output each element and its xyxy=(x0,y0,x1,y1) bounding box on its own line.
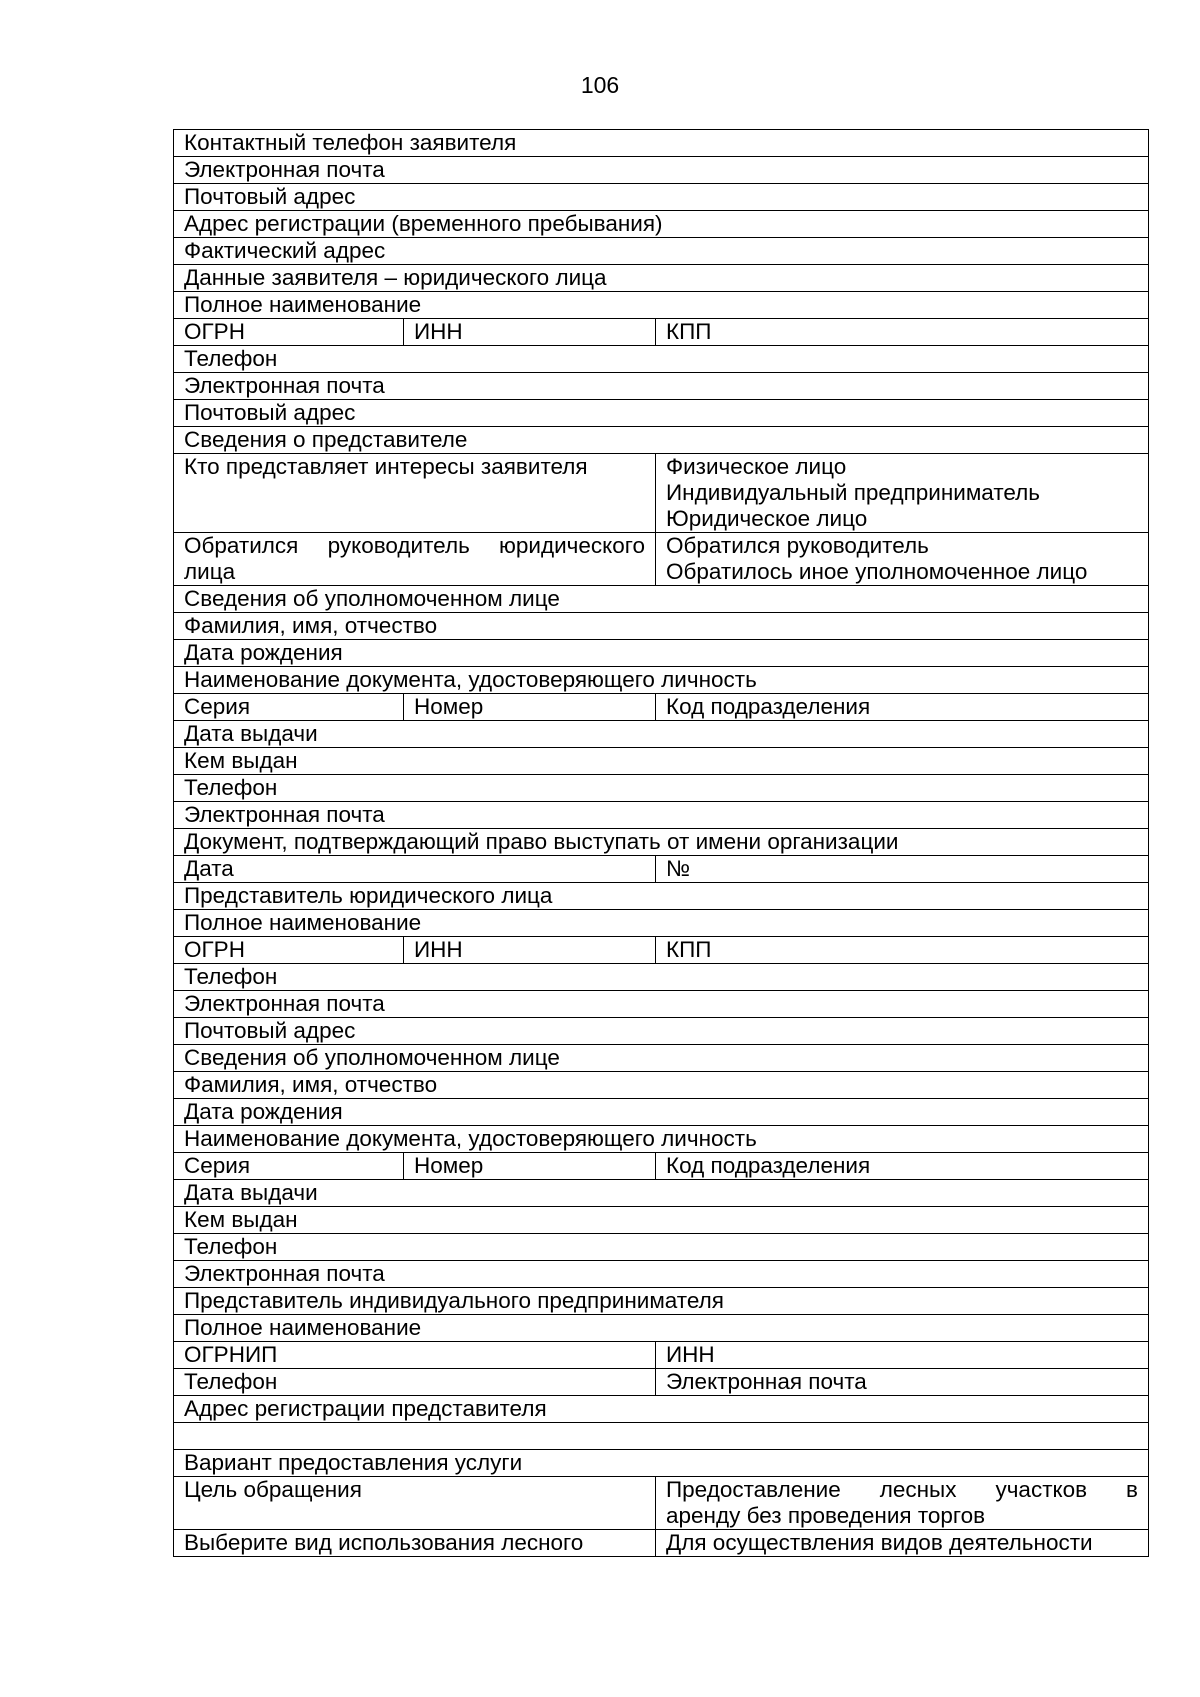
form-cell: Вариант предоставления услуги xyxy=(174,1450,1149,1477)
form-cell: Адрес регистрации представителя xyxy=(174,1396,1149,1423)
cell-line: Обратилось иное уполномоченное лицо xyxy=(666,559,1088,584)
table-row xyxy=(174,856,1149,883)
table-row xyxy=(174,586,1149,613)
table-row xyxy=(174,910,1149,937)
table-row xyxy=(174,991,1149,1018)
table-row xyxy=(174,937,1149,964)
table-row xyxy=(174,667,1149,694)
form-cell: Электронная почта xyxy=(174,802,1149,829)
form-cell: Дата рождения xyxy=(174,640,1149,667)
form-cell: Код подразделения xyxy=(656,1153,1149,1180)
form-cell: Дата xyxy=(174,856,656,883)
table-row xyxy=(174,1045,1149,1072)
form-cell: Документ, подтверждающий право выступать от имени организации xyxy=(174,829,1149,856)
form-cell xyxy=(656,533,1149,586)
form-cell: Номер xyxy=(404,694,656,721)
form-cell: Сведения о представителе xyxy=(174,427,1149,454)
cell-line: Индивидуальный предприниматель xyxy=(666,480,1040,505)
form-cell: Цель обращения xyxy=(174,1477,656,1530)
page-number: 106 xyxy=(580,72,620,98)
table-row xyxy=(174,1477,1149,1530)
table-row xyxy=(174,1396,1149,1423)
table-row xyxy=(174,694,1149,721)
table-row xyxy=(174,721,1149,748)
form-cell: Фамилия, имя, отчество xyxy=(174,1072,1149,1099)
form-cell: Телефон xyxy=(174,964,1149,991)
form-cell: КПП xyxy=(656,937,1149,964)
form-cell: Электронная почта xyxy=(656,1369,1149,1396)
table-row xyxy=(174,1234,1149,1261)
table-row xyxy=(174,1072,1149,1099)
form-cell: № xyxy=(656,856,1149,883)
form-cell: Полное наименование xyxy=(174,1315,1149,1342)
form-cell xyxy=(174,533,656,586)
table-row xyxy=(174,1288,1149,1315)
table-row xyxy=(174,1450,1149,1477)
form-cell: Электронная почта xyxy=(174,373,1149,400)
cell-line: Предоставление лесных участков в xyxy=(666,1477,1139,1502)
form-cell: Серия xyxy=(174,694,404,721)
table-row xyxy=(174,319,1149,346)
table-row xyxy=(174,802,1149,829)
table-row xyxy=(174,427,1149,454)
table-row xyxy=(174,775,1149,802)
table-row xyxy=(174,1315,1149,1342)
table-row xyxy=(174,184,1149,211)
form-cell: Электронная почта xyxy=(174,991,1149,1018)
table-row xyxy=(174,400,1149,427)
table-row xyxy=(174,157,1149,184)
form-cell xyxy=(656,454,1149,533)
cell-line: лица xyxy=(184,559,236,584)
cell-line: Обратился руководитель юридического xyxy=(184,533,645,558)
form-cell: ОГРН xyxy=(174,319,404,346)
table-row xyxy=(174,964,1149,991)
table-row xyxy=(174,1423,1149,1450)
table-row xyxy=(174,1207,1149,1234)
table-row xyxy=(174,1099,1149,1126)
table-row xyxy=(174,1126,1149,1153)
form-cell: Телефон xyxy=(174,346,1149,373)
form-cell: Электронная почта xyxy=(174,157,1149,184)
table-row xyxy=(174,292,1149,319)
form-cell: Почтовый адрес xyxy=(174,400,1149,427)
form-cell: ИНН xyxy=(404,937,656,964)
table-row xyxy=(174,1261,1149,1288)
table-row xyxy=(174,829,1149,856)
form-cell: Почтовый адрес xyxy=(174,184,1149,211)
form-cell: Наименование документа, удостоверяющего личность xyxy=(174,1126,1149,1153)
form-cell: Электронная почта xyxy=(174,1261,1149,1288)
table-row xyxy=(174,265,1149,292)
form-cell: Представитель индивидуального предпринимателя xyxy=(174,1288,1149,1315)
form-cell: Дата рождения xyxy=(174,1099,1149,1126)
table-row xyxy=(174,1153,1149,1180)
form-cell xyxy=(174,1423,1149,1450)
table-row xyxy=(174,533,1149,586)
table-row xyxy=(174,1530,1149,1557)
form-cell: Кем выдан xyxy=(174,748,1149,775)
form-cell: Телефон xyxy=(174,1234,1149,1261)
form-cell: Полное наименование xyxy=(174,292,1149,319)
form-cell: Фамилия, имя, отчество xyxy=(174,613,1149,640)
application-form-table xyxy=(173,129,1149,1557)
table-row xyxy=(174,748,1149,775)
table-row xyxy=(174,346,1149,373)
form-cell: Сведения об уполномоченном лице xyxy=(174,586,1149,613)
table-row xyxy=(174,211,1149,238)
form-cell: Кто представляет интересы заявителя xyxy=(174,454,656,533)
table-row xyxy=(174,238,1149,265)
form-cell: Представитель юридического лица xyxy=(174,883,1149,910)
form-cell: ИНН xyxy=(404,319,656,346)
form-cell: Адрес регистрации (временного пребывания) xyxy=(174,211,1149,238)
table-row xyxy=(174,883,1149,910)
cell-line: Физическое лицо xyxy=(666,454,847,479)
form-cell xyxy=(656,1477,1149,1530)
table-row xyxy=(174,1180,1149,1207)
form-cell: ОГРН xyxy=(174,937,404,964)
table-row xyxy=(174,640,1149,667)
table-row xyxy=(174,1342,1149,1369)
form-cell: Выберите вид использования лесного xyxy=(174,1530,656,1557)
table-row xyxy=(174,130,1149,157)
form-cell: Кем выдан xyxy=(174,1207,1149,1234)
form-table-body xyxy=(174,130,1149,1557)
form-cell: Сведения об уполномоченном лице xyxy=(174,1045,1149,1072)
form-cell: Почтовый адрес xyxy=(174,1018,1149,1045)
form-cell: Телефон xyxy=(174,1369,656,1396)
cell-line: Обратился руководитель xyxy=(666,533,929,558)
form-cell: Номер xyxy=(404,1153,656,1180)
form-cell: ОГРНИП xyxy=(174,1342,656,1369)
form-cell: Телефон xyxy=(174,775,1149,802)
table-row xyxy=(174,454,1149,533)
form-cell: Контактный телефон заявителя xyxy=(174,130,1149,157)
table-row xyxy=(174,1018,1149,1045)
cell-line: Юридическое лицо xyxy=(666,506,868,531)
form-cell: Дата выдачи xyxy=(174,721,1149,748)
form-cell: Для осуществления видов деятельности xyxy=(656,1530,1149,1557)
form-cell: КПП xyxy=(656,319,1149,346)
table-row xyxy=(174,613,1149,640)
form-cell: Наименование документа, удостоверяющего личность xyxy=(174,667,1149,694)
cell-line: аренду без проведения торгов xyxy=(666,1503,986,1528)
form-cell: ИНН xyxy=(656,1342,1149,1369)
form-cell: Серия xyxy=(174,1153,404,1180)
form-cell: Полное наименование xyxy=(174,910,1149,937)
form-cell: Данные заявителя – юридического лица xyxy=(174,265,1149,292)
form-cell: Дата выдачи xyxy=(174,1180,1149,1207)
form-cell: Код подразделения xyxy=(656,694,1149,721)
table-row xyxy=(174,373,1149,400)
table-row xyxy=(174,1369,1149,1396)
form-cell: Фактический адрес xyxy=(174,238,1149,265)
